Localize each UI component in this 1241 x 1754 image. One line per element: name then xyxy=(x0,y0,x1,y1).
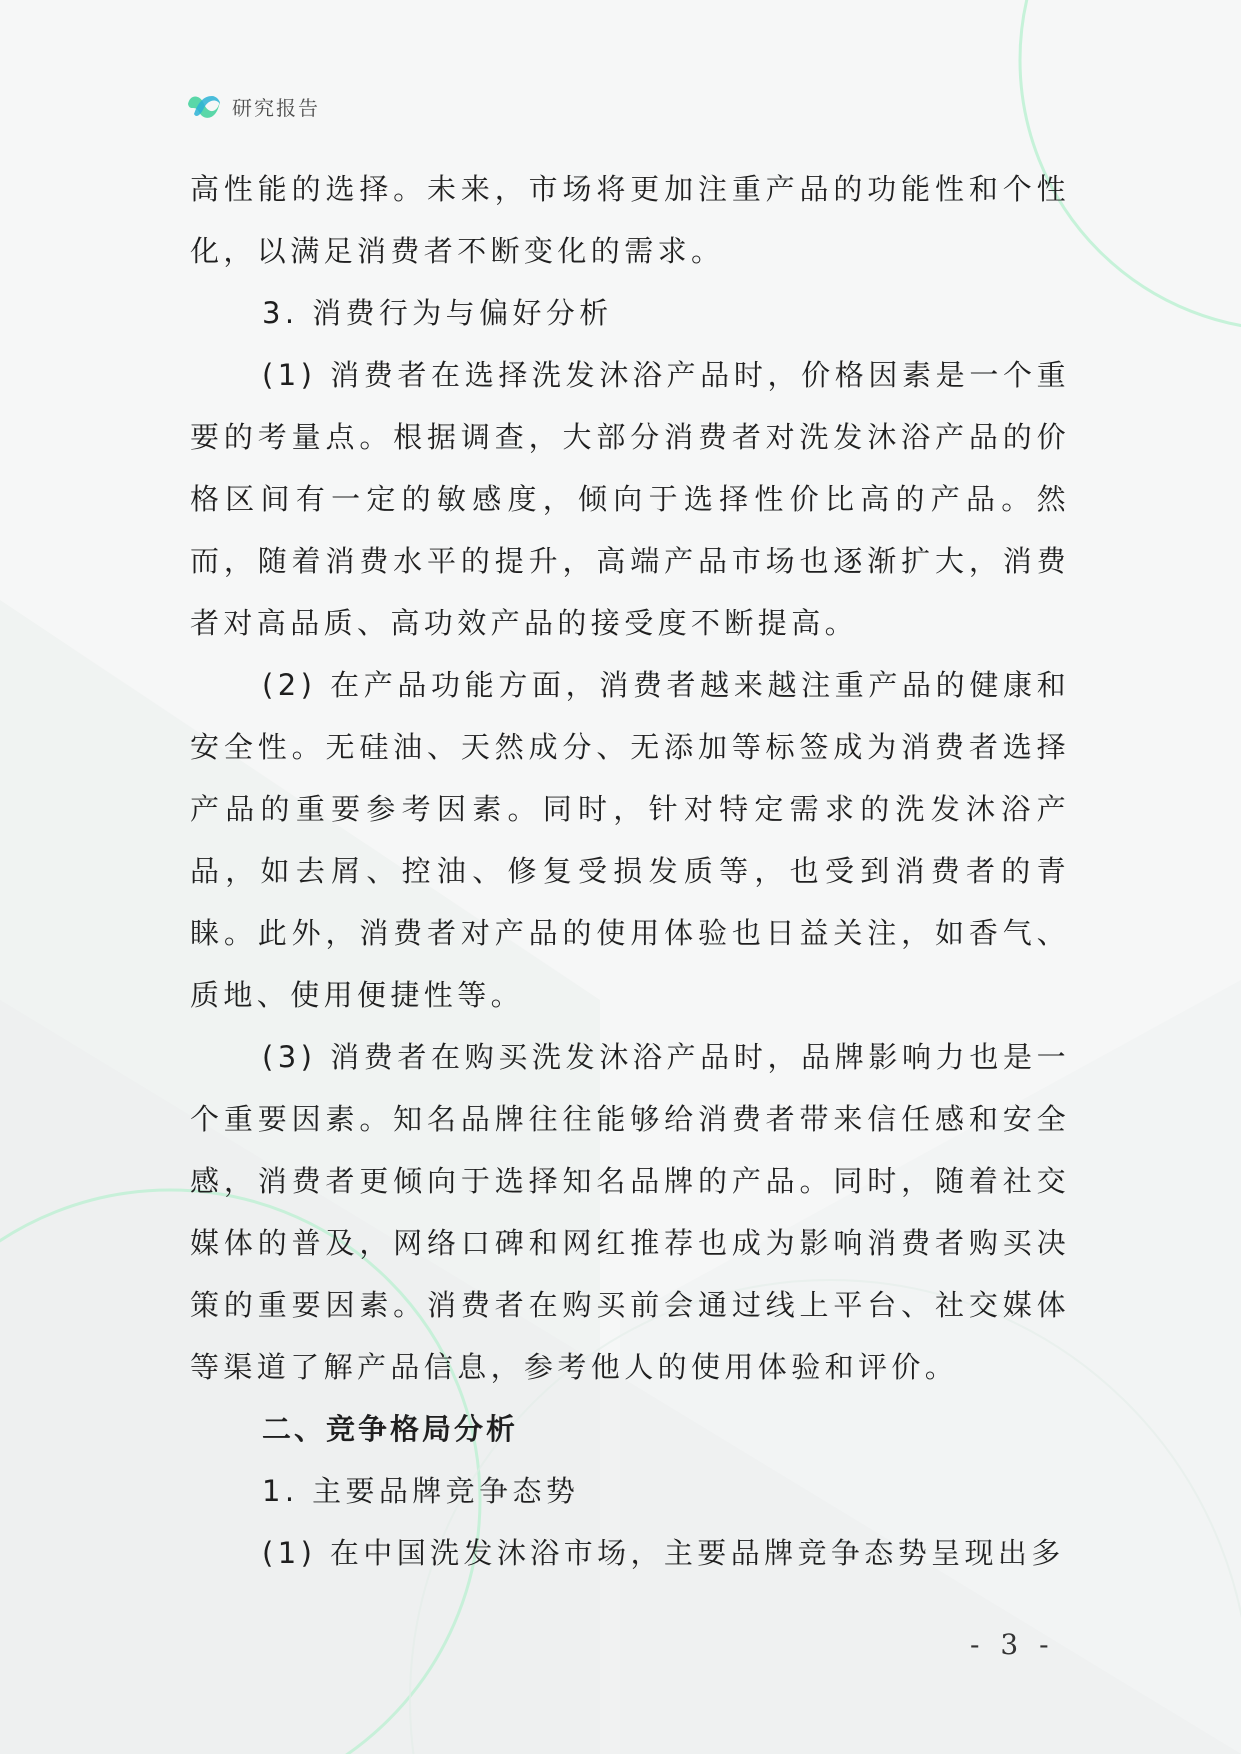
header-title: 研究报告 xyxy=(232,95,320,120)
paragraph-2: (2) 在产品功能方面，消费者越来越注重产品的健康和安全性。无硅油、天然成分、无添加等标签成为消费者选择产品的重要参考因素。同时，针对特定需求的洗发沐浴产品，如去屑、控油、修复受损发质等，也受到消费者的青睐。此外，消费者对产品的使用体验也日益关注，如香气、质地、使用便捷性等。 xyxy=(190,668,1070,1012)
report-header xyxy=(186,88,320,124)
section-heading-2: 二、竞争格局分析 xyxy=(262,1412,519,1446)
subsection-heading-3: 3. 消费行为与偏好分析 xyxy=(262,296,613,330)
document-body xyxy=(190,158,1070,1584)
paragraph-continuation: 高性能的选择。未来，市场将更加注重产品的功能性和个性化，以满足消费者不断变化的需求。 xyxy=(190,172,1070,268)
paragraph-1: (1) 消费者在选择洗发沐浴产品时，价格因素是一个重要的考量点。根据调查，大部分消费者对洗发沐浴产品的价格区间有一定的敏感度，倾向于选择性价比高的产品。然而，随着消费水平的提升，高端产品市场也逐渐扩大，消费者对高品质、高功效产品的接受度不断提高。 xyxy=(190,358,1070,640)
paragraph-3: (3) 消费者在购买洗发沐浴产品时，品牌影响力也是一个重要因素。知名品牌往往能够给消费者带来信任感和安全感，消费者更倾向于选择知名品牌的产品。同时，随着社交媒体的普及，网络口碑和网红推荐也成为影响消费者购买决策的重要因素。消费者在购买前会通过线上平台、社交媒体等渠道了解产品信息，参考他人的使用体验和评价。 xyxy=(190,1040,1070,1384)
subsection-heading-1: 1. 主要品牌竞争态势 xyxy=(262,1474,580,1508)
paragraph-4: (1) 在中国洗发沐浴市场，主要品牌竞争态势呈现出多 xyxy=(262,1536,1065,1570)
page-number: - 3 - xyxy=(970,1628,1055,1661)
brand-logo-icon xyxy=(186,90,222,122)
